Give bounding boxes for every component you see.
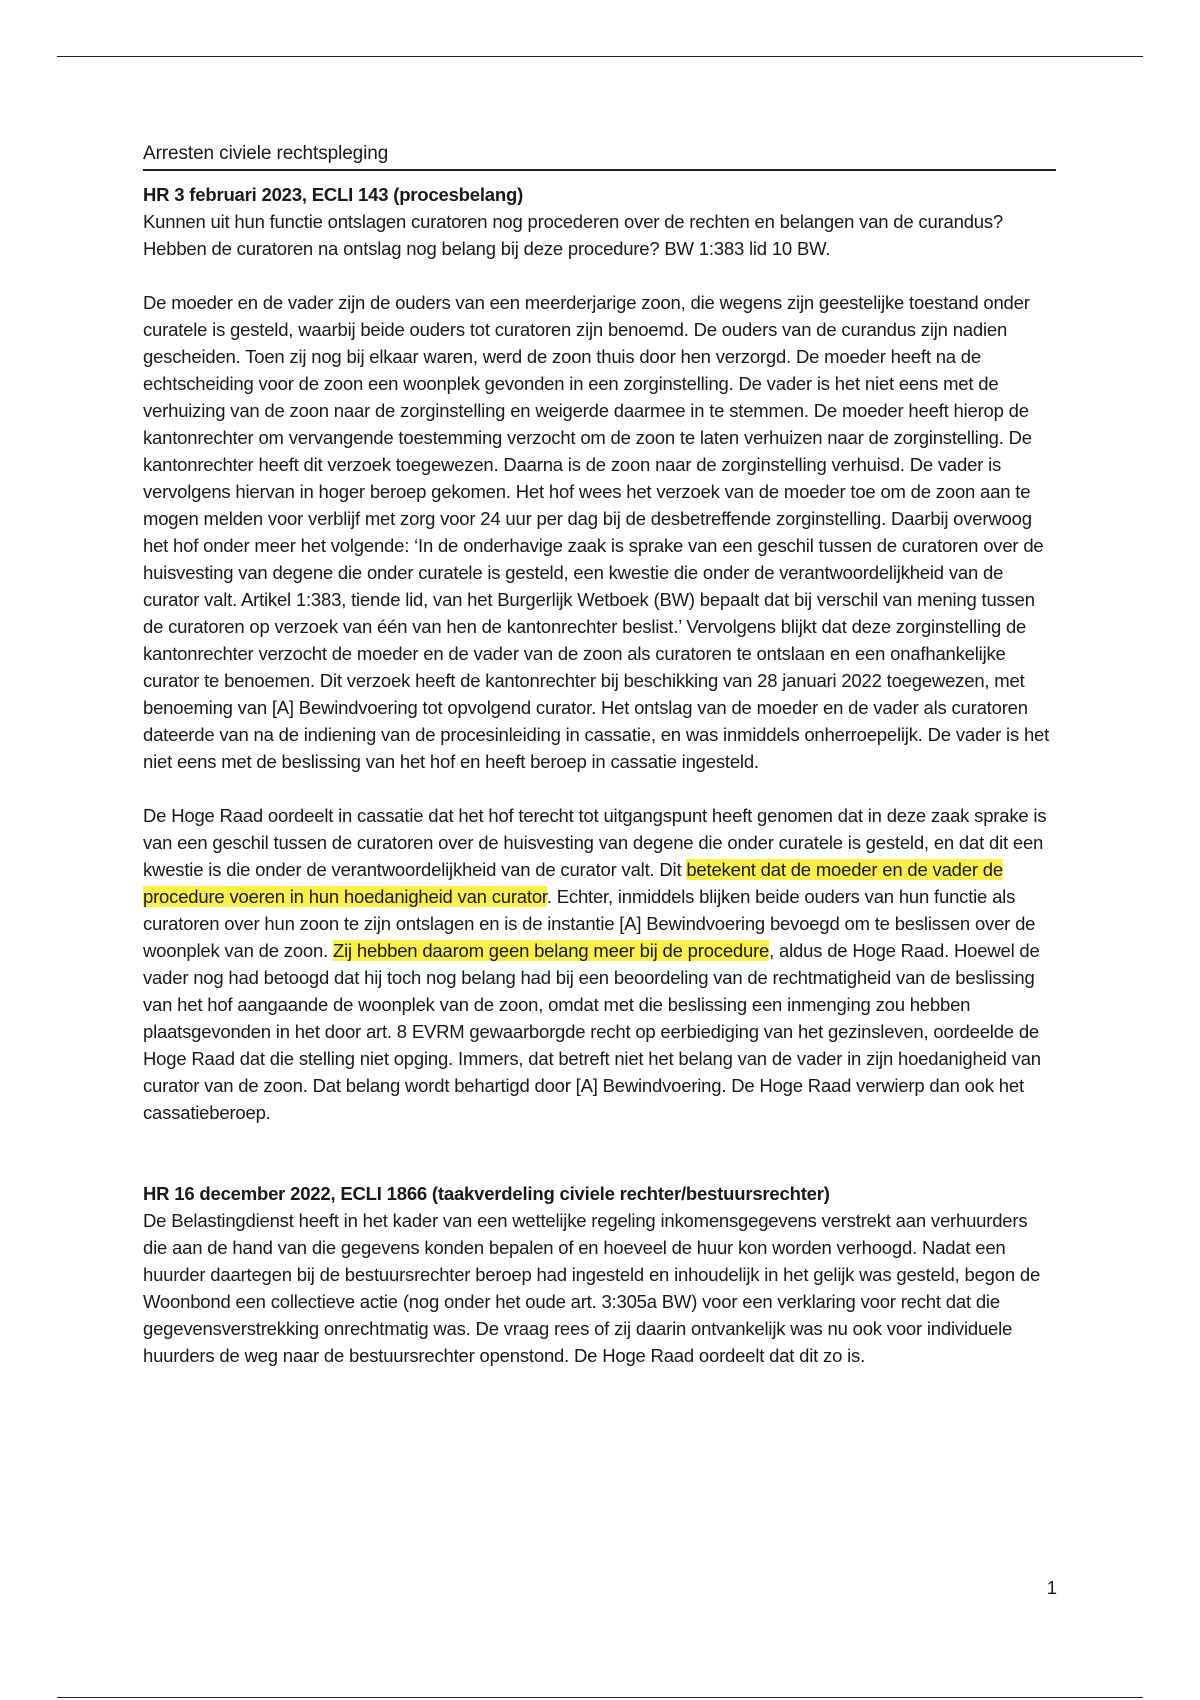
page-number: 1 [1046,1577,1057,1598]
case-section-2 [143,1180,1056,1369]
case-facts-paragraph: De moeder en de vader zijn de ouders van een meerderjarige zoon, die wegens zijn geestelijke toestand onder curatele is gesteld, waarbij beide ouders tot curatoren zijn benoemd. De ouders van de curandus zijn nadien gescheiden. Toen zij nog bij elkaar waren, werd de zoon thuis door hen verzorgd. De moeder heeft na de echtscheiding voor de zoon een woonplek gevonden in een zorginstelling. De vader is het niet eens met de verhuizing van de zoon naar de zorginstelling en weigerde daarmee in te stemmen. De moeder heeft hierop de kantonrechter om vervangende toestemming verzocht om de zoon te laten verhuizen naar de zorginstelling. De kantonrechter heeft dit verzoek toegewezen. Daarna is de zoon naar de zorginstelling verhuisd. De vader is vervolgens hiervan in hoger beroep gekomen. Het hof wees het verzoek van de moeder toe om de zoon aan te mogen melden voor verblijf met zorg voor 24 uur per dag bij de desbetreffende zorginstelling. Daarbij overwoog het hof onder meer het volgende: ‘In de onderhavige zaak is sprake van een geschil tussen de curatoren over de huisvesting van degene die onder curatele is gesteld, een kwestie die onder de verantwoordelijkheid van de curator valt. Artikel 1:383, tiende lid, van het Burgerlijk Wetboek (BW) bepaalt dat bij verschil van mening tussen de curatoren op verzoek van één van hen de kantonrechter beslist.’ Vervolgens blijkt dat deze zorginstelling de kantonrechter verzocht de moeder en de vader van de zoon als curatoren te ontslaan en een onafhankelijke curator te benoemen. Dit verzoek heeft de kantonrechter bij beschikking van 28 januari 2022 toegewezen, met benoeming van [A] Bewindvoering tot opvolgend curator. Het ontslag van de moeder en de vader als curatoren dateerde van na de indiening van de procesinleiding in cassatie, en was inmiddels onherroepelijk. De vader is het niet eens met de beslissing van het hof en heeft beroep in cassatie ingesteld. [143,292,1050,772]
case-title: HR 3 februari 2023, ECLI 143 (procesbelang) [143,184,524,205]
page-top-rule [57,56,1143,57]
highlighted-text: Zij hebben daarom geen belang meer bij de procedure [333,940,770,961]
document-header: Arresten civiele rechtspleging [143,142,1056,171]
ruling-text-part-2: . Echter, inmiddels blijken beide ouders van hun functie als curatoren over hun zoon te zijn ontslagen en is de instantie [A] Bewindvoering bevoegd om te beslissen over de woonplek van de zoon. [143,886,1036,961]
page-bottom-rule [57,1697,1143,1698]
case-ruling-paragraph [143,802,1056,1126]
highlighted-text: betekent dat de moeder en de vader de procedure voeren in hun hoedanigheid van curator [143,859,1003,907]
case-question-paragraph: Kunnen uit hun functie ontslagen curatoren nog procederen over de rechten en belangen van de curandus? Hebben de curatoren na ontslag nog belang bij deze procedure? BW 1:383 lid 10 BW. [143,211,1004,259]
ruling-text-part-1: De Hoge Raad oordeelt in cassatie dat het hof terecht tot uitgangspunt heeft genomen dat in deze zaak sprake is van een geschil tussen de curatoren over de huisvesting van degene die onder curatele is gesteld, en dat dit een kwestie is die onder de verantwoordelijkheid van de curator valt. Dit [143,805,1047,880]
ruling-text-part-3: , aldus de Hoge Raad. Hoewel de vader nog had betoogd dat hij toch nog belang had bij een beoordeling van de rechtmatigheid van de beslissing van het hof aangaande de woonplek van de zoon, omdat met die beslissing een inmenging zou hebben plaatsgevonden in het door art. 8 EVRM gewaarborgde recht op eerbiediging van het gezinsleven, oordeelde de Hoge Raad dat die stelling niet opging. Immers, dat betreft niet het belang van de vader in zijn hoedanigheid van curator van de zoon. Dat belang wordt behartigd door [A] Bewindvoering. De Hoge Raad verwierp dan ook het cassatieberoep. [143,940,1041,1123]
case-summary-paragraph: De Belastingdienst heeft in het kader van een wettelijke regeling inkomensgegevens verstrekt aan verhuurders die aan de hand van die gegevens konden bepalen of en hoeveel de huur kon worden verhoogd. Nadat een huurder daartegen bij de bestuursrechter beroep had ingesteld en inhoudelijk in het gelijk was gesteld, begon de Woonbond een collectieve actie (nog onder het oude art. 3:305a BW) voor een verklaring voor recht dat die gegevensverstrekking onrechtmatig was. De vraag rees of zij daarin ontvankelijk was nu ook voor individuele huurders de weg naar de bestuursrechter openstond. De Hoge Raad oordeelt dat dit zo is. [143,1210,1041,1366]
case-title: HR 16 december 2022, ECLI 1866 (taakverdeling civiele rechter/bestuursrechter) [143,1183,830,1204]
document-page [143,142,1056,1369]
case-section-1 [143,181,1056,1126]
